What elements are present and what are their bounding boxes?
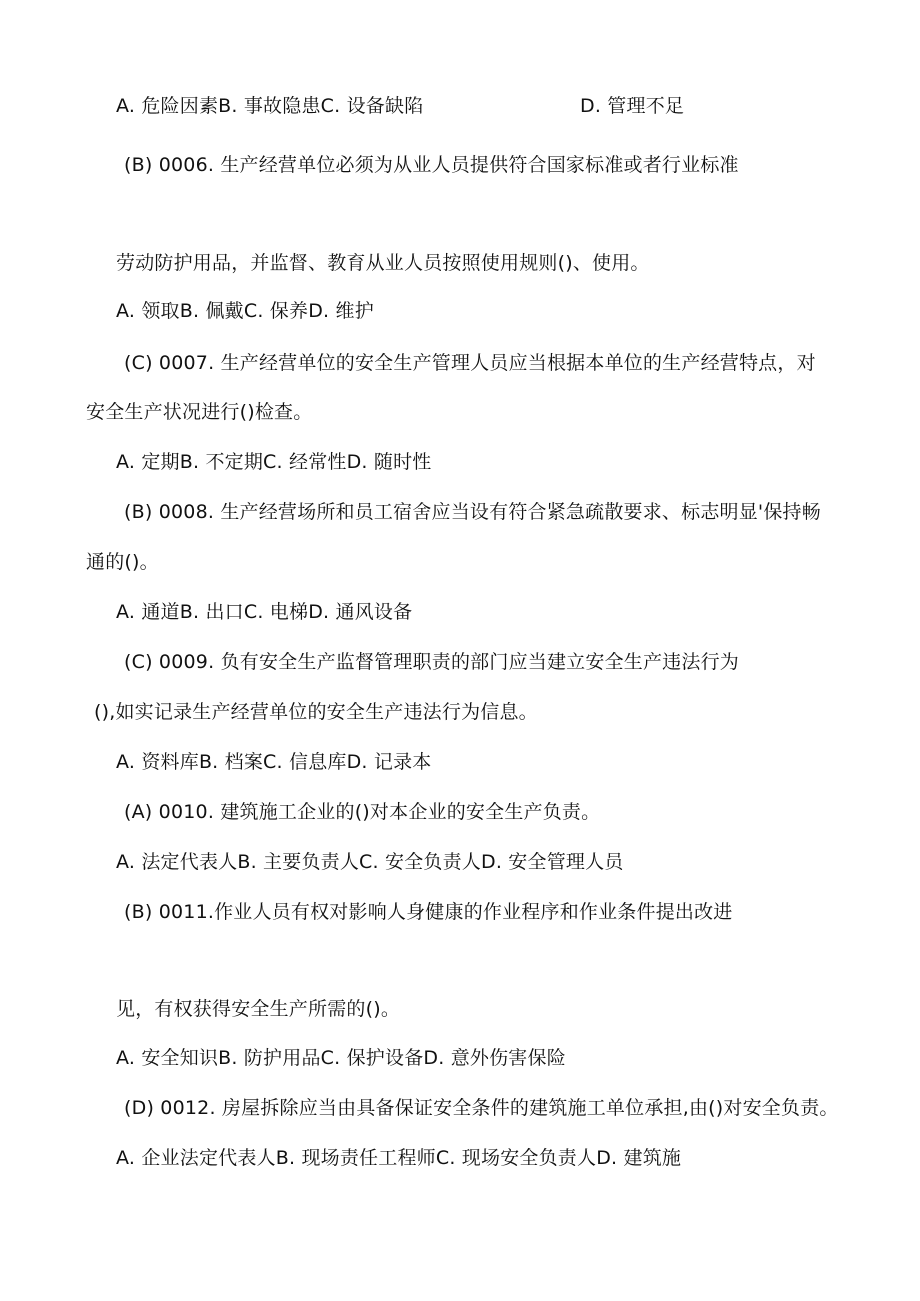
question-0012: (D) 0012. 房屋拆除应当由具备保证安全条件的建筑施工单位承担,由()对安全负责。 bbox=[124, 1097, 839, 1119]
options-0006: A. 领取B. 佩戴C. 保养D. 维护 bbox=[116, 300, 374, 322]
options-0012: A. 企业法定代表人B. 现场责任工程师C. 现场安全负责人D. 建筑施 bbox=[116, 1147, 682, 1169]
options-line bbox=[116, 94, 423, 118]
question-0008: (B) 0008. 生产经营场所和员工宿舍应当设有符合紧急疏散要求、标志明显'保持畅 bbox=[124, 501, 821, 523]
question-0007: (C) 0007. 生产经营单位的安全生产管理人员应当根据本单位的生产经营特点，对 bbox=[124, 352, 816, 374]
question-0006-continued: 劳动防护用品，并监督、教育从业人员按照使用规则()、使用。 bbox=[116, 252, 650, 274]
option-d: D. 管理不足 bbox=[580, 95, 685, 117]
question-0007-continued: 安全生产状况进行()检查。 bbox=[86, 401, 313, 423]
question-0009: (C) 0009. 负有安全生产监督管理职责的部门应当建立安全生产违法行为 bbox=[124, 651, 739, 673]
options-0011: A. 安全知识B. 防护用品C. 保护设备D. 意外伤害保险 bbox=[116, 1047, 566, 1069]
options-0009: A. 资料库B. 档案C. 信息库D. 记录本 bbox=[116, 751, 432, 773]
question-0006: (B) 0006. 生产经营单位必须为从业人员提供符合国家标准或者行业标准 bbox=[124, 154, 739, 176]
options-0010: A. 法定代表人B. 主要负责人C. 安全负责人D. 安全管理人员 bbox=[116, 851, 624, 873]
question-0008-continued: 通的()。 bbox=[86, 551, 159, 573]
question-0011-continued: 见，有权获得安全生产所需的()。 bbox=[116, 998, 401, 1020]
question-0010: (A) 0010. 建筑施工企业的()对本企业的安全生产负责。 bbox=[124, 801, 601, 823]
options-0007: A. 定期B. 不定期C. 经常性D. 随时性 bbox=[116, 451, 432, 473]
options-a-c: A. 危险因素B. 事故隐患C. 设备缺陷 bbox=[116, 95, 424, 117]
options-0008: A. 通道B. 出口C. 电梯D. 通风设备 bbox=[116, 601, 413, 623]
question-0009-continued: (),如实记录生产经营单位的安全生产违法行为信息。 bbox=[94, 701, 538, 723]
question-0011: (B) 0011.作业人员有权对影响人身健康的作业程序和作业条件提出改进 bbox=[124, 901, 733, 923]
